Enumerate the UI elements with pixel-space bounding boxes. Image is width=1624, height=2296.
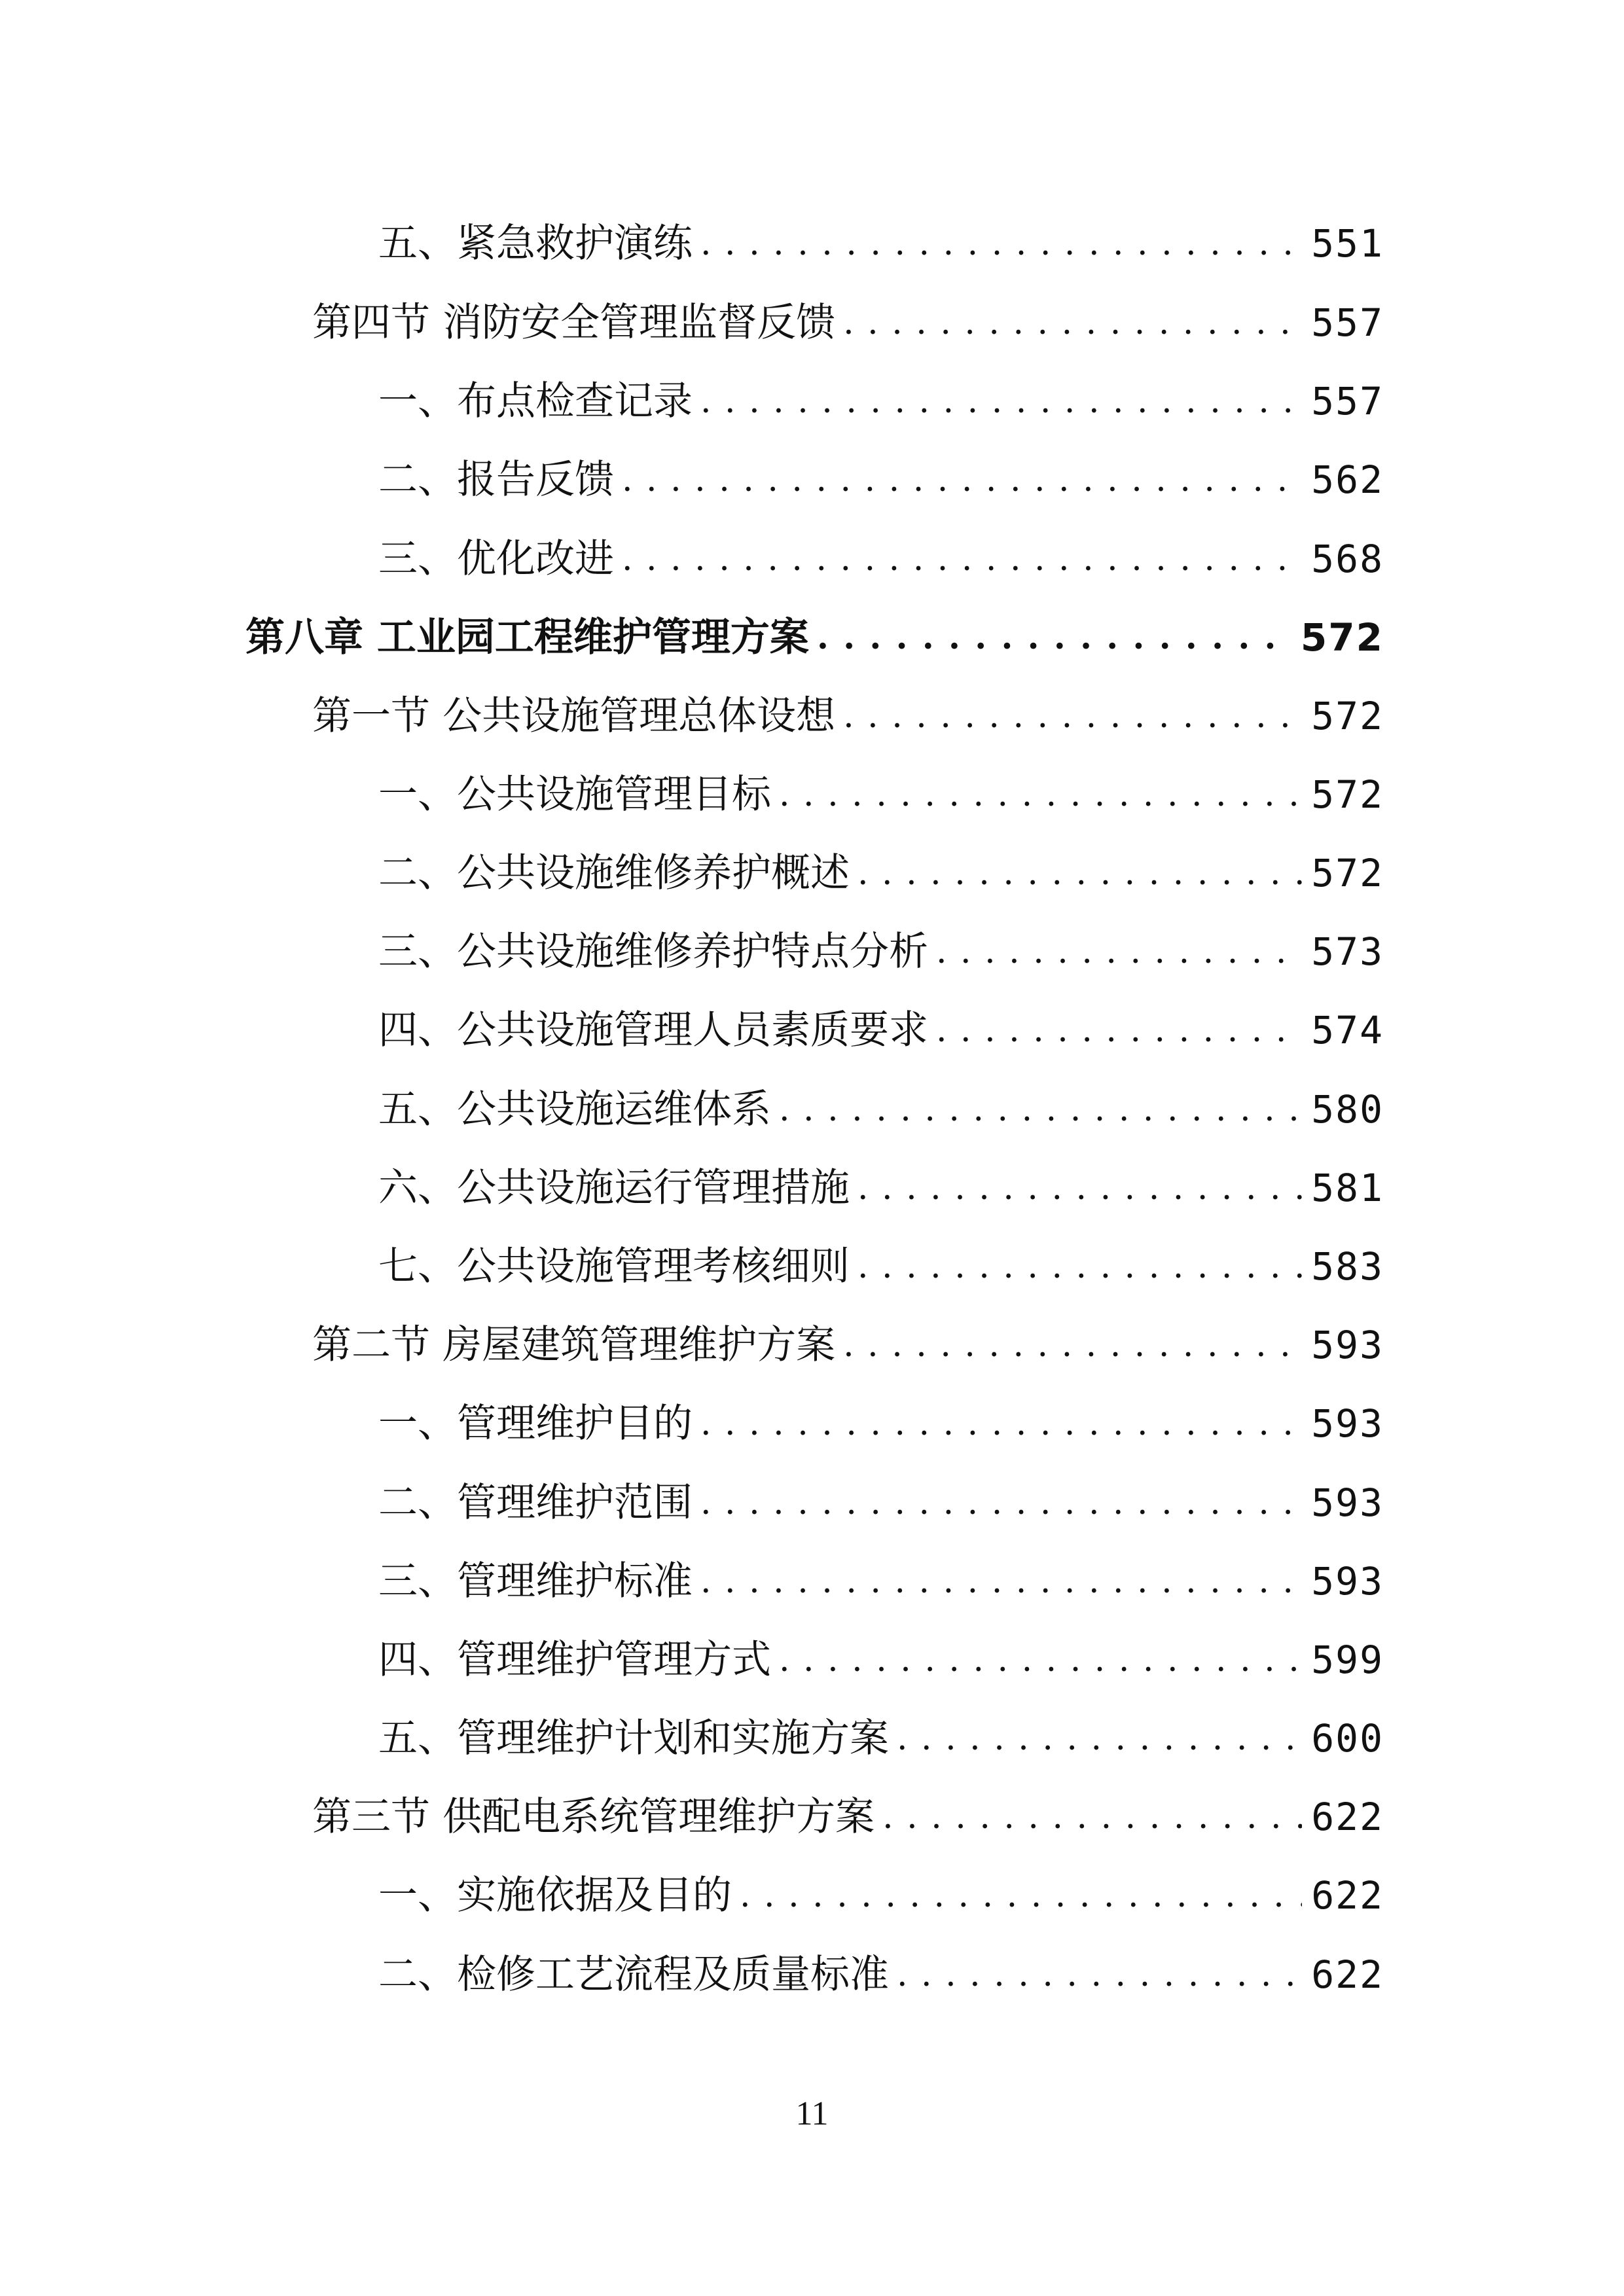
toc-entry-title: 三、管理维护标准: [378, 1558, 693, 1604]
toc-entry-title: 一、公共设施管理目标: [378, 772, 771, 817]
toc-dot-leader: [700, 1391, 1302, 1456]
toc-dot-leader: [779, 1627, 1302, 1693]
toc-entry-title: 二、公共设施维修养护概述: [378, 850, 850, 896]
toc-dot-leader: [857, 1155, 1302, 1221]
toc-entry[interactable]: [0, 447, 1384, 512]
toc-entry-page: 622: [1311, 1873, 1384, 1918]
toc-entry[interactable]: [0, 526, 1384, 592]
toc-entry[interactable]: [0, 1549, 1384, 1614]
toc-entry-page: 581: [1311, 1166, 1384, 1210]
toc-entry-page: 593: [1311, 1559, 1384, 1604]
toc-entry[interactable]: [0, 762, 1384, 827]
toc-entry[interactable]: [0, 211, 1384, 276]
toc-entry-title: 五、公共设施运维体系: [378, 1086, 771, 1132]
toc-entry[interactable]: [0, 290, 1384, 355]
toc-entry-page: 551: [1311, 221, 1384, 266]
toc-entry[interactable]: [0, 1706, 1384, 1771]
toc-entry-page: 593: [1311, 1323, 1384, 1367]
toc-entry-page: 557: [1311, 300, 1384, 345]
toc-entry-page: 572: [1311, 772, 1384, 817]
toc-entry-title: 三、公共设施维修养护特点分析: [378, 929, 928, 975]
toc-dot-leader: [740, 1863, 1302, 1928]
toc-entry[interactable]: [0, 1470, 1384, 1535]
toc-entry-title: 三、优化改进: [378, 536, 614, 582]
toc-dot-leader: [936, 997, 1302, 1063]
toc-entry-page: 622: [1311, 1795, 1384, 1839]
toc-dot-leader: [843, 683, 1302, 749]
toc-entry[interactable]: [0, 1077, 1384, 1142]
toc-entry-title: 第四节 消防安全管理监督反馈: [312, 300, 836, 346]
toc-entry[interactable]: [0, 1784, 1384, 1850]
toc-entry[interactable]: [0, 1863, 1384, 1928]
toc-entry-title: 第一节 公共设施管理总体设想: [312, 693, 836, 739]
toc-entry[interactable]: [0, 997, 1384, 1063]
toc-chapter-entry[interactable]: [0, 605, 1384, 670]
toc-entry-title: 二、检修工艺流程及质量标准: [378, 1952, 889, 1998]
toc-entry[interactable]: [0, 683, 1384, 749]
toc-entry-page: 572: [1311, 851, 1384, 895]
toc-entry-title: 一、管理维护目的: [378, 1401, 693, 1446]
toc-entry-title: 七、公共设施管理考核细则: [378, 1244, 850, 1289]
toc-entry-title: 四、管理维护管理方式: [378, 1637, 771, 1683]
toc-entry-page: 557: [1311, 379, 1384, 423]
toc-dot-leader: [843, 290, 1302, 355]
toc-entry-title: 四、公共设施管理人员素质要求: [378, 1007, 928, 1053]
toc-entry-page: 622: [1311, 1952, 1384, 1997]
toc-entry-page: 593: [1311, 1480, 1384, 1525]
toc-entry-page: 583: [1311, 1244, 1384, 1289]
toc-dot-leader: [882, 1784, 1302, 1850]
toc-dot-leader: [897, 1706, 1302, 1771]
toc-entry-page: 572: [1311, 694, 1384, 738]
toc-entry[interactable]: [0, 1391, 1384, 1456]
toc-entry-page: 568: [1311, 537, 1384, 581]
toc-entry-page: 599: [1311, 1638, 1384, 1682]
toc-entry-title: 二、管理维护范围: [378, 1480, 693, 1526]
toc-entry-title: 二、报告反馈: [378, 457, 614, 503]
toc-dot-leader: [857, 1234, 1302, 1299]
toc-entry-page: 580: [1311, 1087, 1384, 1132]
toc-dot-leader: [622, 526, 1302, 592]
toc-entry-page: 593: [1311, 1401, 1384, 1446]
toc-dot-leader: [936, 919, 1302, 984]
toc-entry-title: 第二节 房屋建筑管理维护方案: [312, 1322, 836, 1368]
toc-dot-leader: [779, 1077, 1302, 1142]
toc-dot-leader: [700, 211, 1302, 276]
toc-entry-page: 600: [1311, 1716, 1384, 1761]
toc-dot-leader: [897, 1942, 1302, 2007]
toc-entry-title: 六、公共设施运行管理措施: [378, 1165, 850, 1211]
toc-dot-leader: [700, 1549, 1302, 1614]
toc-dot-leader: [843, 1312, 1302, 1378]
page-number: 11: [795, 2095, 829, 2132]
toc-entry-title: 一、布点检查记录: [378, 378, 693, 424]
toc-entry-title: 第八章 工业园工程维护管理方案: [245, 615, 809, 660]
toc-entry-page: 562: [1311, 457, 1384, 502]
toc-entry[interactable]: [0, 919, 1384, 984]
toc-entry-title: 一、实施依据及目的: [378, 1873, 732, 1918]
toc-entry-title: 第三节 供配电系统管理维护方案: [312, 1794, 875, 1840]
toc-entry[interactable]: [0, 1312, 1384, 1378]
toc-entry[interactable]: [0, 1234, 1384, 1299]
toc-entry-title: 五、紧急救护演练: [378, 221, 693, 266]
toc-dot-leader: [700, 368, 1302, 434]
toc-entry-page: 572: [1300, 615, 1384, 660]
toc-entry[interactable]: [0, 840, 1384, 906]
toc-dot-leader: [700, 1470, 1302, 1535]
toc-entry[interactable]: [0, 368, 1384, 434]
toc-entry[interactable]: [0, 1155, 1384, 1221]
toc-dot-leader: [622, 447, 1302, 512]
toc-dot-leader: [857, 840, 1302, 906]
toc-entry-page: 574: [1311, 1008, 1384, 1052]
toc-dot-leader: [817, 605, 1291, 670]
toc-entry[interactable]: [0, 1627, 1384, 1693]
toc-entry[interactable]: [0, 1942, 1384, 2007]
toc-entry-page: 573: [1311, 929, 1384, 974]
toc-entry-title: 五、管理维护计划和实施方案: [378, 1715, 889, 1761]
toc-dot-leader: [779, 762, 1302, 827]
